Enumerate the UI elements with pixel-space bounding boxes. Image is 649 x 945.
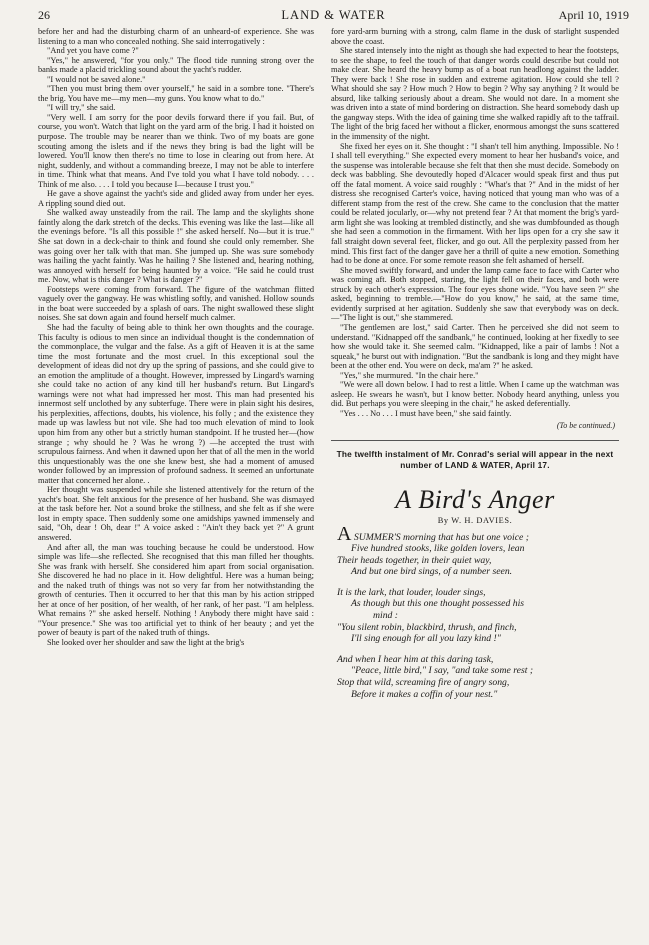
poem-stanza [337,587,619,645]
poem-line: As though but this one thought possessed his [351,598,525,610]
paragraph: "Yes . . . No . . . I must have been," she said faintly. [340,408,512,418]
paragraph: She stared intensely into the night as though she had expected to hear the footsteps, to see the shape, to feel the touch of that danger words could describe but could not make clear. She heard the heavy bump as of a boat run headlong against the ladder. They were back ! She rose in sudden and extreme agitation. How could she tell ? What should she say ? How much ? How to begin ? Why say anything ? It would be absurd, like talking seriously about a dream. She would not dare. In a moment she was driven into a state of mind bordering on distraction. She heard somebody dash up the gangway steps. With the idea of gaining time she walked rapidly aft to the taffrail. The light of the brig faced her without a flicker, enormous amongst the suns scattered in the immensity of the night. [331,46,619,142]
paragraph: And after all, the man was touching because he could be understood. How simple was life—she reflected. She recognised that this man filled her thoughts. She was frank with herself. She considered him apart from social organisation. She discovered he had no place in it. How delightful. Here was a human being; and the naked truth of things was not so very far from her notwithstanding the growth of centuries. Then it occurred to her that this man by his action stripped her at once of her position, of her wealth, of her rank, of her past. "I am helpless. What remains ?" she asked herself. Nothing ! Anybody there might have said : "Your presence." She was too artificial yet to think of her beauty ; and yet the power of beauty is part of the naked truth of things. [38,542,314,638]
paragraph: "Yes," she murmured. "In the chair here." [340,370,479,380]
serial-notice: The twelfth instalment of Mr. Conrad's serial will appear in the next number of LAND & WATER, April 17. [336,448,614,470]
paragraph: "We were all down below. I had to rest a little. When I came up the watchman was asleep. He swears he wasn't, but I know better. Nobody heard anything, unless you did. But perhaps you were sleeping in the chair," he asked deferentially. [331,380,619,409]
poem-line: And when I hear him at this daring task, [337,653,494,665]
paragraph: "I will try," she said. [47,103,116,113]
poem-line: And but one bird sings, of a number seen. [351,566,513,578]
page-header [38,8,629,24]
paragraph: "And yet you have come ?" [47,46,139,56]
poem-line: It is the lark, that louder, louder sings, [337,586,486,598]
paragraph: "The gentlemen are lost," said Carter. Then he perceived she did not seem to understand. "Kidnapped off the sandbank," he continued, looking at her fixedly to see how she would take it. She seemed calm. "Kidnapped, like a pair of lambs ! Not a squeak," he burst out with indignation. "But the sandbank is long and they might have been at the other end. You were on deck, ma'am ?" he asked. [331,322,619,371]
poem-line: Before it makes a coffin of your nest." [351,688,498,700]
paragraph: She moved swiftly forward, and under the lamp came face to face with Carter who was coming aft. Both stopped, staring, the light fell on their faces, and both were struck by each other's expression. The four eyes shone wide. "You have seen ?" she asked, beginning to tremble.—"How do you know," he said, at the same time, evidently surprised at her agitation. Suddenly she saw that everybody was on deck.—"The light is out," she stammered. [331,265,619,323]
paragraph: "Yes," he answered, "for you only." The flood tide running strong over the banks made a placid trickling sound about the yacht's rudder. [38,55,314,75]
paragraph: before her and had the disturbing charm of an unheard-of experience. She was listening to a man who concealed nothing. She said interrogatively : [38,27,314,46]
poem-line: mind : [373,610,399,622]
paragraph: "Very well. I am sorry for the poor devils forward there if you fail. But, of course, you won't. Watch that light on the yard arm of the brig. I had it hoisted on purpose. The trouble may be nearer than we think. Two of my boats are gone scouting among the islets and if the news they bring is bad the light will be lowered. You'll know then there's no time to lose in clearing out from here. At night, suddenly, and without a commanding breeze, I may not be able to interfere in time. Think what that means. And I've told you what I have told nobody. . . . Think of me also. . . . I told you because I—because I trust you." [38,112,314,189]
poem-line: "You silent robin, blackbird, thrush, and finch, [337,621,517,633]
poem-line: Stop that wild, screaming fire of angry song, [337,677,510,689]
paragraph: She looked over her shoulder and saw the light at the brig's [47,638,245,647]
paragraph: He gave a shove against the yacht's side and glided away from under her eyes. A rippling sound died out. [38,189,314,208]
magazine-title: LAND & WATER [281,8,386,22]
poem-body [331,522,619,701]
poem-stanza [337,654,619,700]
paragraph: "Then you must bring them over yourself," he said in a sombre tone. "There's the brig. You have me—my men—my guns. You know what to do." [38,84,314,103]
paragraph: Footsteps were coming from forward. The figure of the watchman flitted vaguely over the gangway. He was whistling softly, and vanished. Hollow sounds in the boat were succeeded by a splash of oars. The night swallowed these slight noises. She sat down again and found herself much calmer. [38,284,314,323]
paragraph: Her thought was suspended while she listened attentively for the return of the yacht's boat. She felt anxious for the presence of her husband. She was dismayed at the task before her. Not a sound broke the stillness, and she felt as if she were lost in empty space. Then suddenly some one amidships yawned immensely and said, "Oh, dear ! Oh, dear !" A voice asked : "Ain't they back yet ?" A grunt answered. [38,485,314,542]
poem-line: I'll sing enough for all you lazy kind !" [351,633,501,645]
to-be-continued: (To be continued.) [556,421,615,431]
poem-stanza [337,522,619,578]
paragraph: fore yard-arm burning with a strong, calm flame in the dusk of starlight suspended above the coast. [331,27,619,46]
paragraph: "I would not be saved alone." [47,74,146,84]
issue-date: April 10, 1919 [558,8,629,22]
poem-line: Five hundred stooks, like golden lovers, lean [351,543,525,555]
paragraph: She walked away unsteadily from the rail. The lamp and the skylights shone faintly along the dark stretch of the decks. This evening was like the last—like all the evenings before. "Is all this possible !" she asked herself. No—but it is true." She sat down in a deck-chair to think and found she could only remember. She was going over her talk with that man. She jumped up. She was sure somebody was hailing the yacht faintly. Was he hailing ? She listened and, hearing nothing, was annoyed with herself for being haunted by a voice. "He said he could trust me. Now, what is this danger ? What is danger ?" [38,208,314,285]
poem-author: By W. H. DAVIES. [437,515,513,525]
left-column [38,27,314,937]
poem-line: A SUMMER'S morning that has but one voice ; [337,522,529,545]
poem-line: Their heads together, in their quiet way, [337,554,492,566]
page-number: 26 [38,8,50,22]
poem-title: A Bird's Anger [395,484,555,514]
paragraph: She fixed her eyes on it. She thought : "I shan't tell him anything. Impossible. No ! I shall tell everything." She expected every moment to hear her husband's voice, and the suspense was intolerable because she felt that then she must decide. Somebody on deck was babbling. She devoutedly hoped d'Alcacer would speak first and thus put off the fatal moment. A voice said roughly : "What's that ?" And in the midst of her distress she recognised Carter's voice, having noticed that young man who was of a different stamp from the rest of the crew. She came to the conclusion that the matter could be related jocularly, or—why not pretend fear ? At that moment the brig's yard-arm light she was looking at trembled distinctly, and she was dumbfounded as though she had seen a commotion in the firmament. With her lips open for a cry she saw it fall straight down several feet, flicker, and go out. All the perplexity passed from her mind. This first fact of the danger gave her a thrill of quite a new emotion. Something had to be done at once. For some remote reason she felt ashamed of herself. [331,141,619,266]
right-column [331,27,619,937]
paragraph: She had the faculty of being able to think her own thoughts and the courage. This faculty is odious to men since an individual thought is the condemnation of the commonplace, the vulgar and the false. As a gift of Heaven it is at the same time the most fortunate and the most cruel. In this exceptional soul the development of ideas did not dry up the spring of passions, and she could give to an emotion the amplitude of a thought. However, impressed by Lingard's warning she could take no action of any kind till her husband's return. But Lingard's warnings were not what had impressed her most. This man had presented his innermost self unclothed by any subterfuge. There were in plain sight his desires, his perplexities, affections, doubts, his violence, his folly ; and the existence they made up was lawless but not vile. She had too much elevation of mind to look upon him from any other but a strictly human standpoint. If he trusted her—(how strange ; why should he ? Was he wrong ?) —he accepted the trust with scrupulous fairness. And when it dawned upon her that of all the men in the world this unquestionably was the one she knew best, she had a moment of amused wonder followed by an impression of profound sadness. It seemed an unfortunate matter that concerned her alone. . [38,322,314,485]
divider [331,440,619,441]
poem-line: "Peace, little bird," I say, "and take some rest ; [351,665,534,677]
serial-text-continued [331,27,619,418]
